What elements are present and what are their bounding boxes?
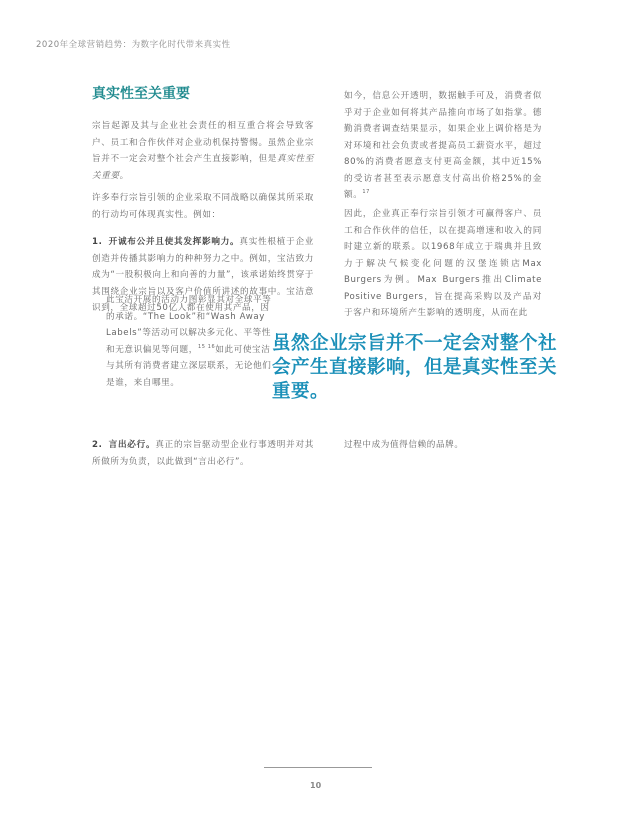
page-number: 10 [310,781,322,790]
list-text: 真正的宗旨驱动型企业行事透明并对其所做所为负责，以此做到“言出必行”。 [92,440,314,467]
list-item-2 [92,437,314,470]
list-item-1-continued [106,292,276,391]
list-number: 2. [92,440,103,450]
pull-quote: 虽然企业宗旨并不一定会对整个社会产生直接影响，但是真实性至关重要。 [272,333,558,402]
list-lead: 开诚布公并且使其发挥影响力。 [108,237,240,247]
left-p1-emphasis: 真实性至关重要 [92,154,314,181]
list-number: 1. [92,237,103,247]
list-wrap-text-b: 如此可使宝洁与其所有消费者建立深层联系，无论他们是谁，来自哪里。 [106,344,272,388]
running-header: 2020年全球营销趋势：为数字化时代带来真实性 [36,40,231,50]
list-wrap-text-a: 此宝洁开展的活动力图彰显其对全球平等的承诺。“The Look”和“Wash Away Labels”等活动可以解决多元化、平等性和无意识偏见等问题， [106,295,272,355]
footer-divider [264,767,372,768]
right-paragraph-3: 过程中成为值得信赖的品牌。 [344,440,464,450]
section-title: 真实性至关重要 [92,86,190,102]
right-p1-text: 如今，信息公开透明，数据触手可及，消费者似乎对于企业如何将其产品推向市场了如指掌。德勤消费者调查结果显示，如果企业上调价格是为对环境和社会负责或者提高员工薪资水平，超过80%的消费者愿意支付更高金额，其中近15%的受访者甚至表示愿意支付高出价格25%的金额。 [344,91,542,200]
footnote-ref: 15 16 [197,343,216,350]
left-p1-text: 宗旨起源及其与企业社会责任的相互重合将会导致客户、员工和合作伙伴对企业动机保持警惕。虽然企业宗旨并不一定会对整个社会产生直接影响，但是 [92,121,314,164]
list-lead: 言出必行。 [108,440,156,450]
right-paragraph-2: 因此，企业真正奉行宗旨引领才可赢得客户、员工和合作伙伴的信任，以在提高增速和收入的同时建立新的联系。以1968年成立于瑞典并且致力于解决气候变化问题的汉堡连锁店Max Burgers为例。Max Burgers推出Climate Positive Burgers，旨在提高采购以及产品对于客户和环境所产生影响的透明度，从而在此 [344,209,542,318]
footnote-ref: 17 [362,189,370,196]
right-paragraph-1 [344,88,542,204]
left-p1-end: 。 [119,170,129,181]
list-text: 真实性根植于企业创造并传播其影响力的种种努力之中。例如，宝洁致力成为“一股积极向上和向善的力量”，该承诺始终贯穿于其围绕企业宗旨以及客户价值所讲述的故事中。宝洁意识到，全球超过50亿人都在使用其产品，因 [92,237,314,313]
left-paragraph-1 [92,118,314,184]
left-paragraph-2: 许多奉行宗旨引领的企业采取不同战略以确保其所采取的行动均可体现真实性。例如： [92,193,314,220]
